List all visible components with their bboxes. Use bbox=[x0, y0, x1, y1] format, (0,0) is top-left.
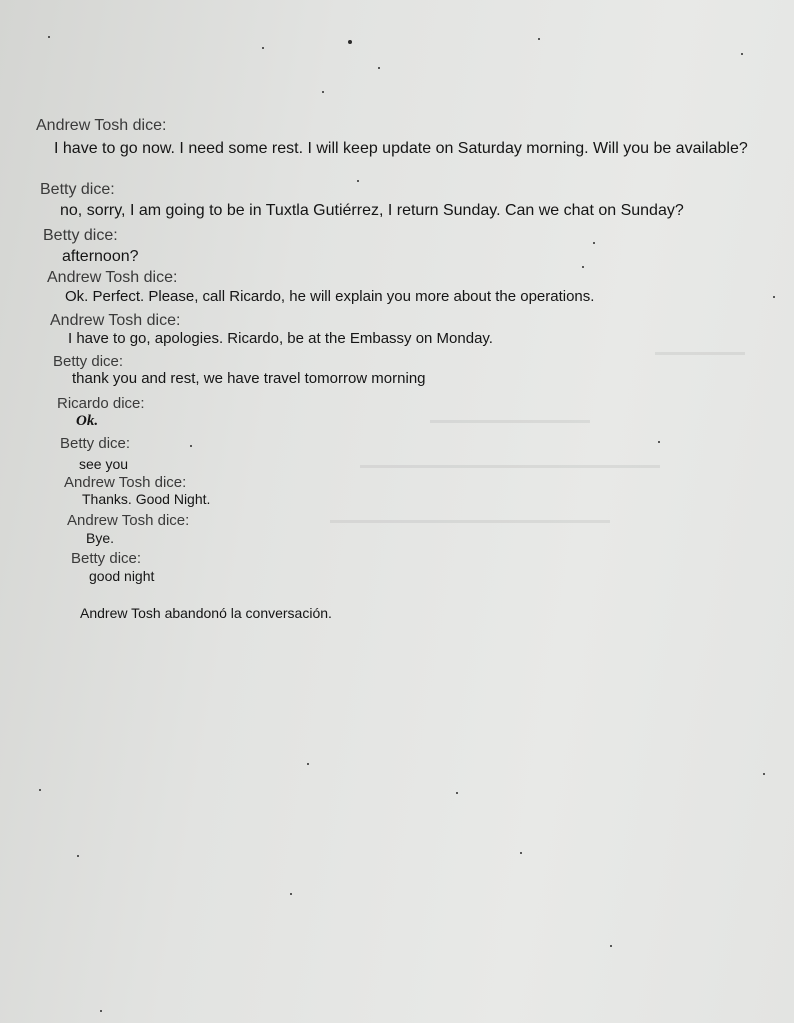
speaker-label: Andrew Tosh dice: bbox=[67, 512, 190, 529]
speaker-label: Betty dice: bbox=[71, 550, 142, 567]
speaker-label: Betty dice: bbox=[43, 227, 118, 244]
paper-speck bbox=[763, 773, 765, 775]
paper-speck bbox=[520, 852, 522, 854]
chat-message: thank you and rest, we have travel tomorrow morning bbox=[72, 370, 426, 387]
speaker-label: Andrew Tosh dice: bbox=[47, 269, 178, 286]
chat-message: good night bbox=[89, 568, 155, 584]
show-through-mark bbox=[360, 465, 660, 468]
paper-speck bbox=[262, 47, 264, 49]
show-through-mark bbox=[330, 520, 610, 523]
paper-speck bbox=[610, 945, 612, 947]
speaker-label: Ricardo dice: bbox=[57, 395, 145, 412]
paper-speck bbox=[593, 242, 595, 244]
show-through-mark bbox=[655, 352, 745, 355]
paper-speck bbox=[357, 180, 359, 182]
speaker-label: Andrew Tosh dice: bbox=[36, 117, 167, 134]
paper-speck bbox=[100, 1010, 102, 1012]
paper-speck bbox=[456, 792, 458, 794]
paper-speck bbox=[538, 38, 540, 40]
paper-speck bbox=[77, 855, 79, 857]
paper-speck bbox=[322, 91, 324, 93]
chat-message: afternoon? bbox=[62, 248, 139, 265]
paper-speck bbox=[741, 53, 743, 55]
chat-message: no, sorry, I am going to be in Tuxtla Gutiérrez, I return Sunday. Can we chat on Sunday? bbox=[60, 202, 684, 219]
conversation-ended-notice: Andrew Tosh abandonó la conversación. bbox=[80, 605, 332, 621]
chat-message: Ok. bbox=[76, 413, 99, 429]
paper-speck bbox=[39, 789, 41, 791]
speaker-label: Betty dice: bbox=[60, 435, 131, 452]
speaker-label: Betty dice: bbox=[53, 353, 124, 370]
chat-message: I have to go, apologies. Ricardo, be at the Embassy on Monday. bbox=[68, 330, 493, 347]
paper-speck bbox=[658, 441, 660, 443]
paper-speck bbox=[378, 67, 380, 69]
chat-message: Bye. bbox=[86, 530, 115, 546]
paper-speck bbox=[348, 40, 352, 44]
show-through-mark bbox=[430, 420, 590, 423]
paper-speck bbox=[307, 763, 309, 765]
speaker-label: Betty dice: bbox=[40, 181, 115, 198]
paper-speck bbox=[290, 893, 292, 895]
chat-message: see you bbox=[79, 456, 129, 472]
speaker-label: Andrew Tosh dice: bbox=[50, 312, 181, 329]
paper-speck bbox=[190, 445, 192, 447]
paper-speck bbox=[773, 296, 775, 298]
chat-message: I have to go now. I need some rest. I will keep update on Saturday morning. Will you be available? bbox=[54, 140, 748, 157]
paper-speck bbox=[48, 36, 50, 38]
speaker-label: Andrew Tosh dice: bbox=[64, 474, 187, 491]
chat-message: Ok. Perfect. Please, call Ricardo, he will explain you more about the operations. bbox=[65, 288, 595, 305]
paper-speck bbox=[582, 266, 584, 268]
chat-message: Thanks. Good Night. bbox=[82, 491, 211, 507]
